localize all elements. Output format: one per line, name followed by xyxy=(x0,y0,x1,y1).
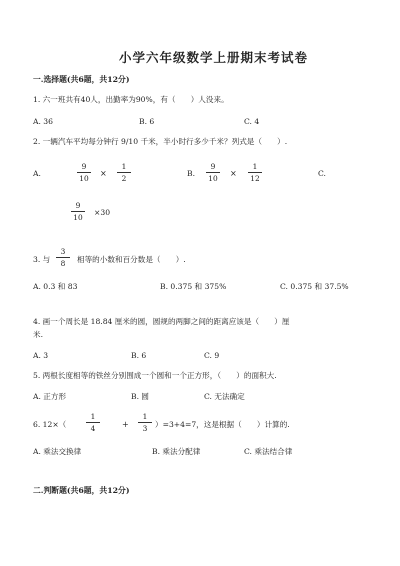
question-4-option-c[interactable]: C. 9 xyxy=(204,351,220,360)
question-6-option-b[interactable]: B. 乘法分配律 xyxy=(152,447,201,456)
question-4-stem-line-1: 4. 画一个周长是 18.84 厘米的圆，圆规的两脚之间的距离应该是（ ）厘 xyxy=(33,317,290,326)
question-6-option-c[interactable]: C. 乘法结合律 xyxy=(244,447,293,456)
section-heading-judgement: 二.判断题(共6题，共12分) xyxy=(33,486,130,495)
question-6-fraction-1: 1 4 xyxy=(85,413,101,433)
question-2-option-a-fraction-2: 1 2 xyxy=(116,163,132,183)
page-title: 小学六年级数学上册期末考试卷 xyxy=(119,50,309,65)
question-1-option-a[interactable]: A. 36 xyxy=(33,117,53,126)
section-heading-choice: 一.选择题(共6题，共12分) xyxy=(33,75,130,84)
question-2-option-a-fraction-1: 9 10 xyxy=(76,163,92,183)
question-6-suffix: ）=3+4=7，这是根据（ ）计算的. xyxy=(155,420,290,429)
question-2-option-c-rest: ×30 xyxy=(94,208,111,217)
question-3-option-c[interactable]: C. 0.375 和 37.5% xyxy=(280,282,349,291)
question-6-option-a[interactable]: A. 乘法交换律 xyxy=(33,447,82,456)
question-2-option-c-label[interactable]: C. xyxy=(318,169,326,178)
question-1-option-b[interactable]: B. 6 xyxy=(139,117,155,126)
plus-sign: + xyxy=(122,420,129,429)
question-5-option-b[interactable]: B. 圆 xyxy=(131,392,150,401)
question-4-stem-line-2: 米. xyxy=(33,330,44,339)
question-4-option-a[interactable]: A. 3 xyxy=(33,351,49,360)
question-4-option-b[interactable]: B. 6 xyxy=(131,351,147,360)
question-2-option-b-label[interactable]: B. xyxy=(187,169,195,178)
question-1-option-c[interactable]: C. 4 xyxy=(244,117,260,126)
question-5-stem: 5. 两根长度相等的铁丝分别围成一个圆和一个正方形，（ ）的面积大. xyxy=(33,371,277,380)
question-5-option-a[interactable]: A. 正方形 xyxy=(33,392,67,401)
question-3-option-a[interactable]: A. 0.3 和 83 xyxy=(33,282,78,291)
question-2-option-c-fraction: 9 10 xyxy=(70,202,86,222)
question-2-stem: 2. 一辆汽车平均每分钟行 9/10 千米，半小时行多少千米？列式是（ ）. xyxy=(33,137,288,146)
question-6-prefix: 6. 12×（ xyxy=(33,420,67,429)
question-3-prefix: 3. 与 xyxy=(33,255,51,264)
multiply-sign: × xyxy=(230,169,237,178)
question-1-stem: 1. 六一班共有40人，出勤率为90%，有（ ）人没来。 xyxy=(33,95,229,104)
question-2-option-b-fraction-1: 9 10 xyxy=(205,163,221,183)
question-3-option-b[interactable]: B. 0.375 和 375% xyxy=(160,282,227,291)
multiply-sign: × xyxy=(100,169,107,178)
question-2-option-a-label[interactable]: A. xyxy=(33,169,41,178)
question-3-fraction: 3 8 xyxy=(55,248,71,268)
question-2-option-b-fraction-2: 1 12 xyxy=(247,163,263,183)
question-3-suffix: 相等的小数和百分数是（ ）. xyxy=(77,255,186,264)
question-6-fraction-2: 1 3 xyxy=(137,413,153,433)
question-5-option-c[interactable]: C. 无法确定 xyxy=(204,392,245,401)
